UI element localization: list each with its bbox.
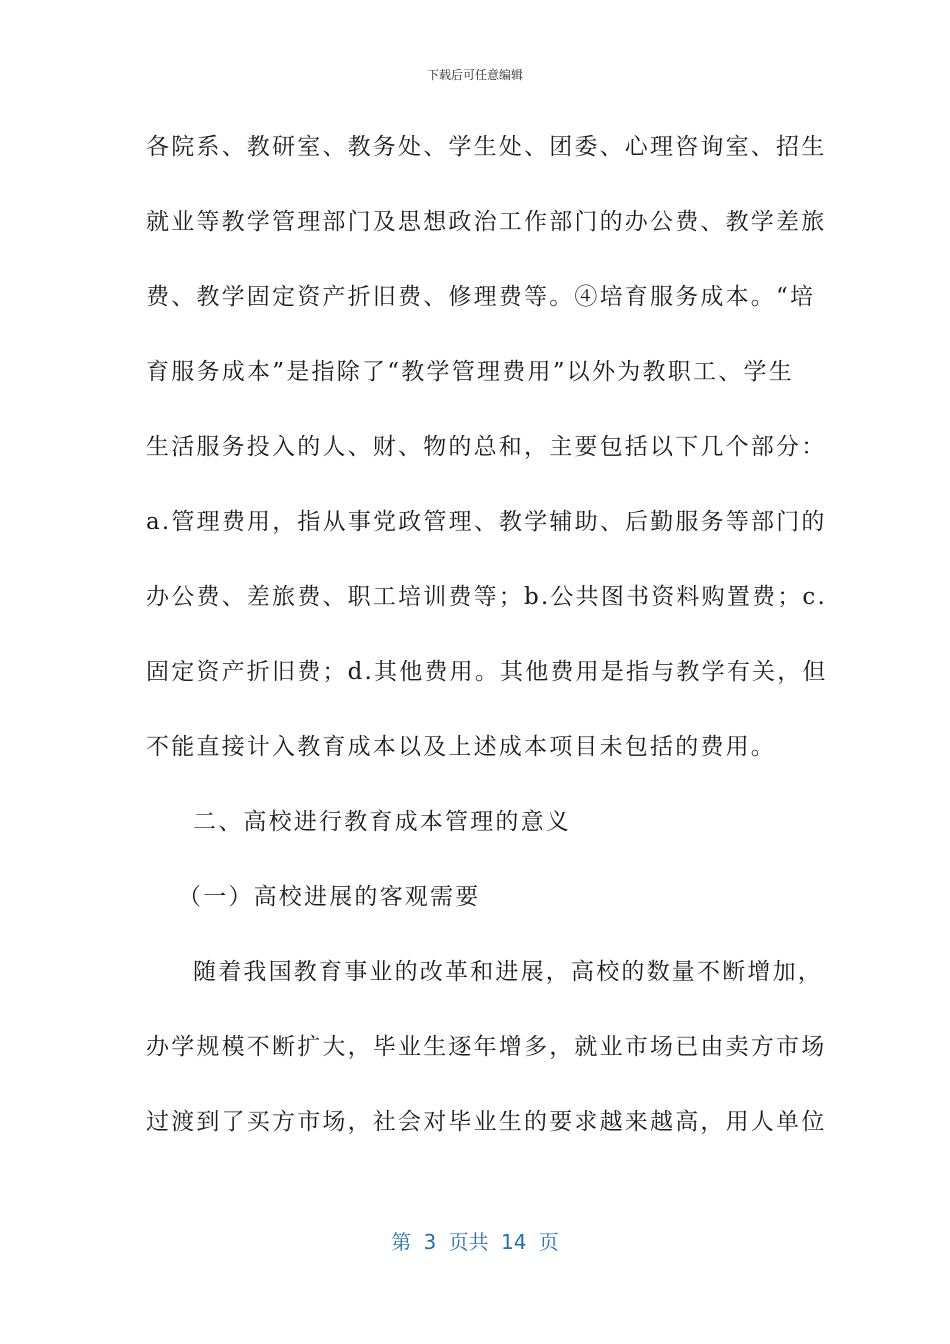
body-line: 不能直接计入教育成本以及上述成本项目未包括的费用。: [146, 734, 776, 760]
body-line: 办公费、差旅费、职工培训费等；b.公共图书资料购置费；c.: [146, 584, 828, 610]
section-heading: 二、高校进行教育成本管理的意义: [193, 809, 571, 835]
document-body: [146, 122, 828, 1172]
body-line: 生活服务投入的人、财、物的总和，主要包括以下几个部分：: [146, 434, 827, 460]
paragraph-line: 办学规模不断扩大，毕业生逐年增多，就业市场已由卖方市场: [146, 1034, 827, 1060]
body-line: 育服务成本”是指除了“教学管理费用”以外为教职工、学生: [146, 359, 794, 385]
body-line: 固定资产折旧费；d.其他费用。其他费用是指与教学有关，但: [146, 659, 828, 685]
subsection-heading: （一）高校进展的客观需要: [178, 884, 481, 910]
paragraph-line: 过渡到了买方市场，社会对毕业生的要求越来越高，用人单位: [146, 1109, 827, 1135]
paragraph-line: 随着我国教育事业的改革和进展，高校的数量不断增加，: [193, 959, 823, 985]
body-line: 各院系、教研室、教务处、学生处、团委、心理咨询室、招生: [146, 134, 827, 160]
page-number: 第 3 页共 14 页: [391, 1230, 559, 1254]
header-note: 下载后可任意编辑: [426, 68, 523, 82]
body-line: 费、教学固定资产折旧费、修理费等。④培育服务成本。“培: [146, 284, 816, 310]
body-line: 就业等教学管理部门及思想政治工作部门的办公费、教学差旅: [146, 209, 827, 235]
body-line: a.管理费用，指从事党政管理、教学辅助、后勤服务等部门的: [146, 509, 827, 535]
